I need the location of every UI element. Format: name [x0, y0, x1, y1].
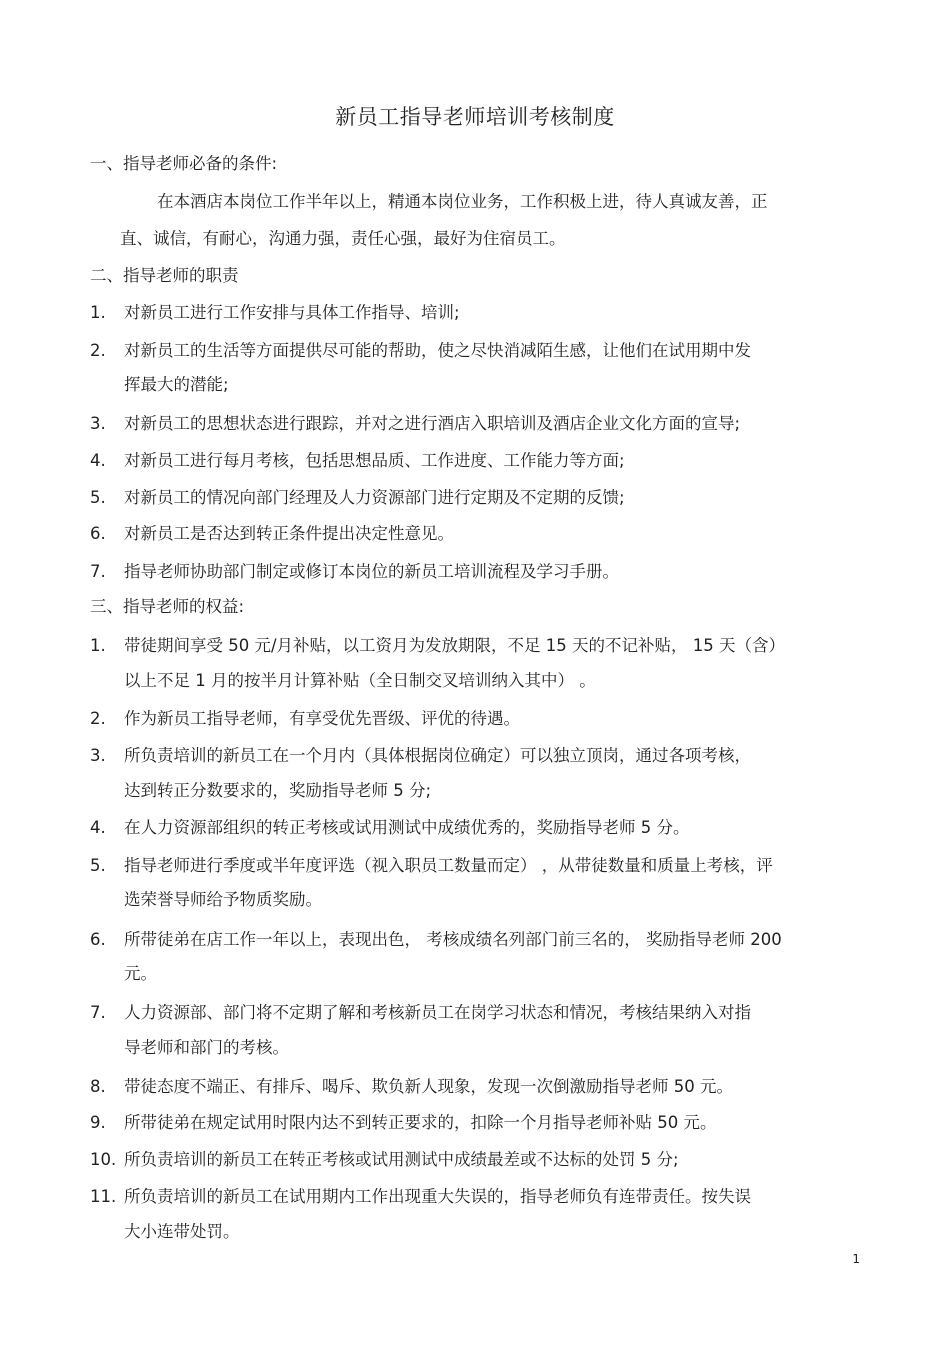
list-item-text: 所负责培训的新员工在一个月内（具体根据岗位确定）可以独立顶岗，通过各项考核，: [124, 746, 751, 765]
list-item-text: 大小连带处罚。: [124, 1222, 240, 1241]
list-item-text: 所负责培训的新员工在试用期内工作出现重大失误的，指导老师负有连带责任。按失误: [124, 1187, 751, 1206]
list-item-text: 挥最大的潜能;: [124, 375, 229, 394]
list-item-number: 2.: [90, 709, 106, 728]
section3-heading: 三、指导老师的权益:: [90, 597, 245, 616]
section1-para-line1: 在本酒店本岗位工作半年以上，精通本岗位业务，工作积极上进，待人真诚友善，正: [157, 192, 768, 211]
list-item-number: 1.: [90, 303, 106, 322]
list-item-number: 6.: [90, 524, 106, 543]
section1-heading: 一、指导老师必备的条件:: [90, 154, 278, 173]
list-item-number: 2.: [90, 341, 106, 360]
list-item-text: 所负责培训的新员工在转正考核或试用测试中成绩最差或不达标的处罚 5 分;: [124, 1150, 679, 1169]
list-item-number: 4.: [90, 451, 106, 470]
list-item-number: 3.: [90, 746, 106, 765]
page-number: 1: [852, 1252, 860, 1266]
list-item-number: 10.: [90, 1150, 117, 1169]
list-item-number: 6.: [90, 930, 106, 949]
list-item-text: 选荣誉导师给予物质奖励。: [124, 890, 322, 909]
list-item-text: 指导老师进行季度或半年度评选（视入职员工数量而定） ，从带徒数量和质量上考核，评: [124, 856, 773, 875]
list-item-number: 5.: [90, 856, 106, 875]
list-item-text: 对新员工的生活等方面提供尽可能的帮助，使之尽快消减陌生感，让他们在试用期中发: [124, 341, 751, 360]
list-item-text: 带徒期间享受 50 元/月补贴，以工资月为发放期限，不足 15 天的不记补贴， 15 天（含）: [124, 636, 786, 655]
list-item-number: 9.: [90, 1113, 106, 1132]
list-item-number: 4.: [90, 818, 106, 837]
page-title: 新员工指导老师培训考核制度: [335, 105, 615, 129]
list-item-number: 11.: [90, 1187, 117, 1206]
list-item-number: 5.: [90, 488, 106, 507]
list-item-text: 元。: [124, 964, 157, 983]
list-item-text: 对新员工进行工作安排与具体工作指导、培训;: [124, 303, 460, 322]
list-item-text: 人力资源部、部门将不定期了解和考核新员工在岗学习状态和情况，考核结果纳入对指: [124, 1003, 751, 1022]
list-item-number: 7.: [90, 1003, 106, 1022]
list-item-number: 3.: [90, 414, 106, 433]
list-item-text: 导老师和部门的考核。: [124, 1038, 289, 1057]
list-item-text: 对新员工的情况向部门经理及人力资源部门进行定期及不定期的反馈;: [124, 488, 625, 507]
list-item-text: 以上不足 1 月的按半月计算补贴（全日制交叉培训纳入其中） 。: [124, 671, 596, 690]
list-item-text: 所带徒弟在规定试用时限内达不到转正要求的，扣除一个月指导老师补贴 50 元。: [124, 1113, 717, 1132]
list-item-number: 7.: [90, 562, 106, 581]
list-item-text: 带徒态度不端正、有排斥、喝斥、欺负新人现象，发现一次倒激励指导老师 50 元。: [124, 1077, 733, 1096]
list-item-text: 指导老师协助部门制定或修订本岗位的新员工培训流程及学习手册。: [124, 562, 619, 581]
list-item-text: 对新员工的思想状态进行跟踪，并对之进行酒店入职培训及酒店企业文化方面的宣导;: [124, 414, 741, 433]
list-item-text: 在人力资源部组织的转正考核或试用测试中成绩优秀的，奖励指导老师 5 分。: [124, 818, 690, 837]
list-item-text: 对新员工进行每月考核，包括思想品质、工作进度、工作能力等方面;: [124, 451, 625, 470]
section2-heading: 二、指导老师的职责: [90, 266, 239, 285]
list-item-number: 1.: [90, 636, 106, 655]
list-item-number: 8.: [90, 1077, 106, 1096]
list-item-text: 对新员工是否达到转正条件提出决定性意见。: [124, 524, 454, 543]
list-item-text: 达到转正分数要求的，奖励指导老师 5 分;: [124, 781, 432, 800]
list-item-text: 所带徒弟在店工作一年以上，表现出色， 考核成绩名列部门前三名的， 奖励指导老师 200: [124, 930, 782, 949]
section1-para-line2: 直、诚信，有耐心，沟通力强，责任心强，最好为住宿员工。: [120, 229, 566, 248]
list-item-text: 作为新员工指导老师，有享受优先晋级、评优的待遇。: [124, 709, 520, 728]
